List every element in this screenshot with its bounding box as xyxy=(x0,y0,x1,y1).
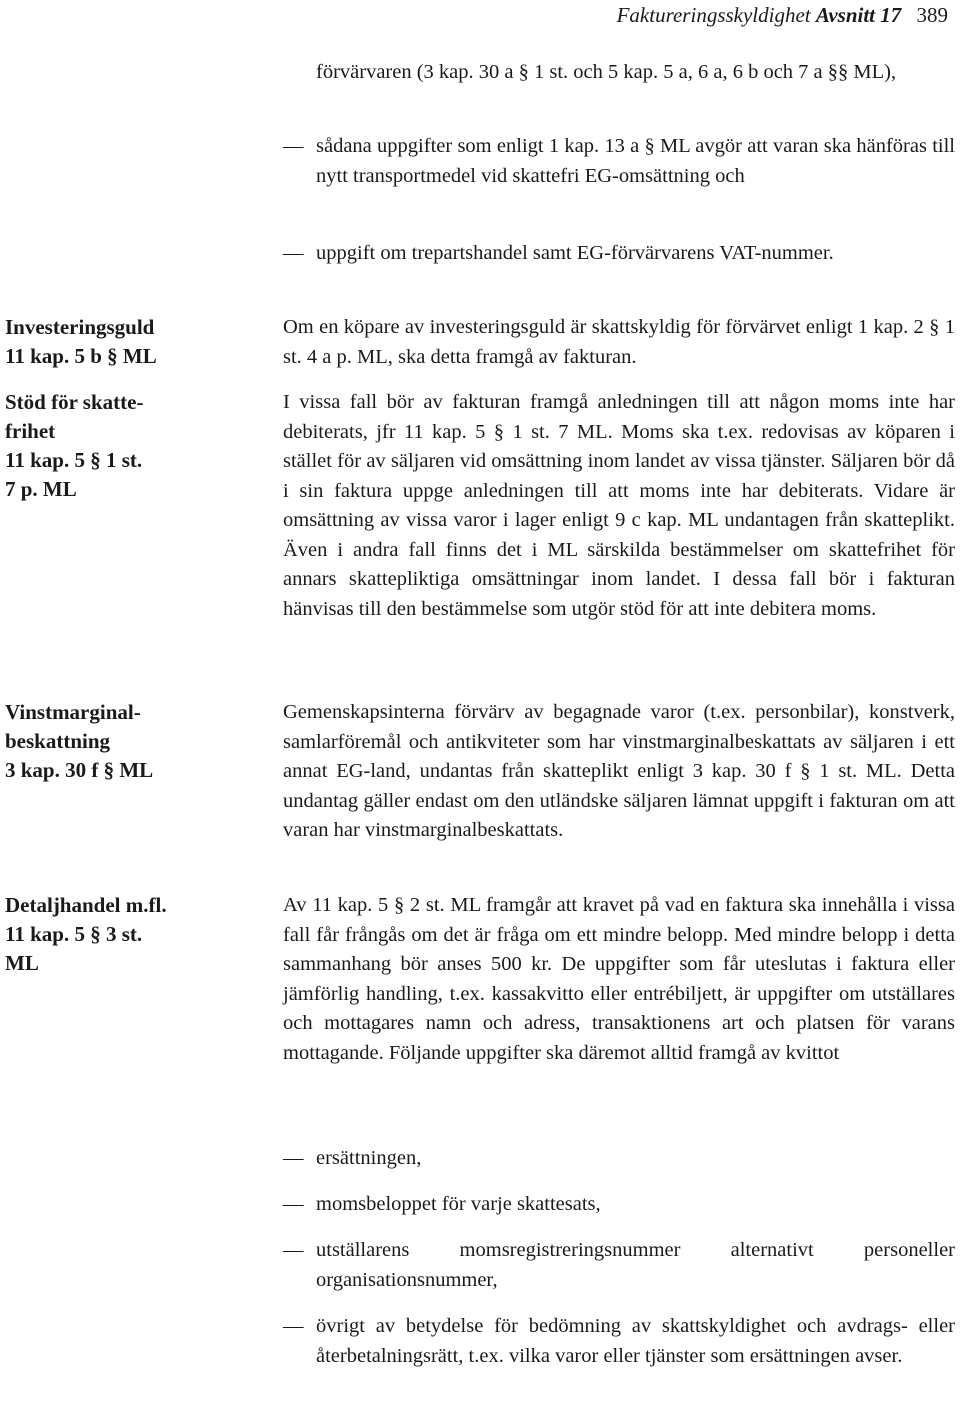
margin-note-vinstmarginal xyxy=(5,698,215,785)
margin-note-line: frihet xyxy=(5,419,56,443)
dash-bullet: — xyxy=(283,1193,304,1215)
list-item xyxy=(283,1236,955,1295)
dash-bullet: — xyxy=(283,1147,304,1169)
paragraph-investeringsguld: Om en köpare av investeringsguld är skattskyldig för förvärvet enligt 1 kap. 2 § 1 st. 4 a p. ML, ska detta framgå av fakturan. xyxy=(283,316,955,368)
dash-bullet: — xyxy=(283,135,304,157)
margin-note-line: Investeringsguld xyxy=(5,315,155,339)
list-item xyxy=(283,132,955,191)
list-item-text: ersättningen, xyxy=(316,1147,422,1169)
list-item xyxy=(283,1312,955,1371)
paragraph-skattefrihet: I vissa fall bör av fakturan framgå anledningen till att någon moms inte har debiterats, jfr 11 kap. 5 § 1 st. 7 ML. Moms ska t.ex. redovisas av köparen i stället för av säljaren vid omsättning inom landet av vissa tjänster. Säljaren bör då i sin faktura uppge anledningen till att moms inte har debiterats. Vidare är omsättning av vissa varor i lager enligt 9 c kap. ML undantagen från skatteplikt. Även i andra fall finns det i ML särskilda bestämmelser om skattefrihet för annars skattepliktiga omsättningar inom landet. I dessa fall bör i fakturan hänvisas till den bestämmelse som utgör stöd för att inte debitera moms. xyxy=(283,391,955,620)
list-item-text: övrigt av betydelse för bedömning av skattskyldighet och avdrags- eller återbetalningsrätt, t.ex. vilka varor eller tjänster som ersättningen avser. xyxy=(316,1315,955,1367)
list-item-text: momsbeloppet för varje skattesats, xyxy=(316,1193,601,1215)
margin-note-line: Vinstmarginal- xyxy=(5,700,141,724)
header-section: Avsnitt 17 xyxy=(815,3,902,27)
margin-note-skattefrihet xyxy=(5,388,215,504)
header-title: Faktureringsskyldighet xyxy=(616,3,811,27)
margin-note-line: Detaljhandel m.fl. xyxy=(5,893,167,917)
margin-note-line: ML xyxy=(5,951,39,975)
margin-note-line: 11 kap. 5 b § ML xyxy=(5,344,157,368)
continuation-text: förvärvaren (3 kap. 30 a § 1 st. och 5 kap. 5 a, 6 a, 6 b och 7 a §§ ML), xyxy=(316,61,897,83)
page-number: 389 xyxy=(916,3,948,27)
list-item xyxy=(283,239,955,269)
margin-note-line: Stöd för skatte- xyxy=(5,390,144,414)
margin-note-line: 3 kap. 30 f § ML xyxy=(5,758,154,782)
list-item-text: utställarens momsregistreringsnummer alternativt personeller organisationsnummer, xyxy=(316,1239,955,1291)
list-item-text: sådana uppgifter som enligt 1 kap. 13 a § ML avgör att varan ska hänföras till nytt transportmedel vid skattefri EG-omsättning och xyxy=(316,135,955,187)
paragraph-vinstmarginal: Gemenskapsinterna förvärv av begagnade varor (t.ex. personbilar), konstverk, samlarföremål och antikviteter som har vinstmarginalbeskattats av säljaren i ett annat EG-land, undantas från skatteplikt enligt 3 kap. 30 f § 1 st. ML. Detta undantag gäller endast om den utländske säljaren lämnat uppgift i fakturan om att varan har vinstmarginalbeskattats. xyxy=(283,701,955,841)
dash-bullet: — xyxy=(283,1315,304,1337)
margin-note-line: beskattning xyxy=(5,729,111,753)
margin-note-detaljhandel xyxy=(5,891,215,978)
list-item xyxy=(283,1144,955,1174)
margin-note-line: 11 kap. 5 § 3 st. xyxy=(5,922,143,946)
page-header xyxy=(617,2,948,28)
list-item xyxy=(283,1190,955,1220)
list-item-text: uppgift om trepartshandel samt EG-förvärvarens VAT-nummer. xyxy=(316,242,834,264)
dash-bullet: — xyxy=(283,242,304,264)
dash-bullet: — xyxy=(283,1239,304,1261)
paragraph-detaljhandel: Av 11 kap. 5 § 2 st. ML framgår att kravet på vad en faktura ska innehålla i vissa fall får frångås om det är fråga om ett mindre belopp. Med mindre belopp i detta sammanhang bör anses 500 kr. De uppgifter som får uteslutas i faktura eller jämförlig handling, t.ex. kassakvitto eller entrébiljett, är uppgifter om utställares och mottagares namn och adress, transaktionens art och platsen för varans mottagande. Följande uppgifter ska däremot alltid framgå av kvittot xyxy=(283,894,955,1064)
margin-note-line: 7 p. ML xyxy=(5,477,77,501)
margin-note-line: 11 kap. 5 § 1 st. xyxy=(5,448,143,472)
margin-note-investeringsguld xyxy=(5,313,215,371)
